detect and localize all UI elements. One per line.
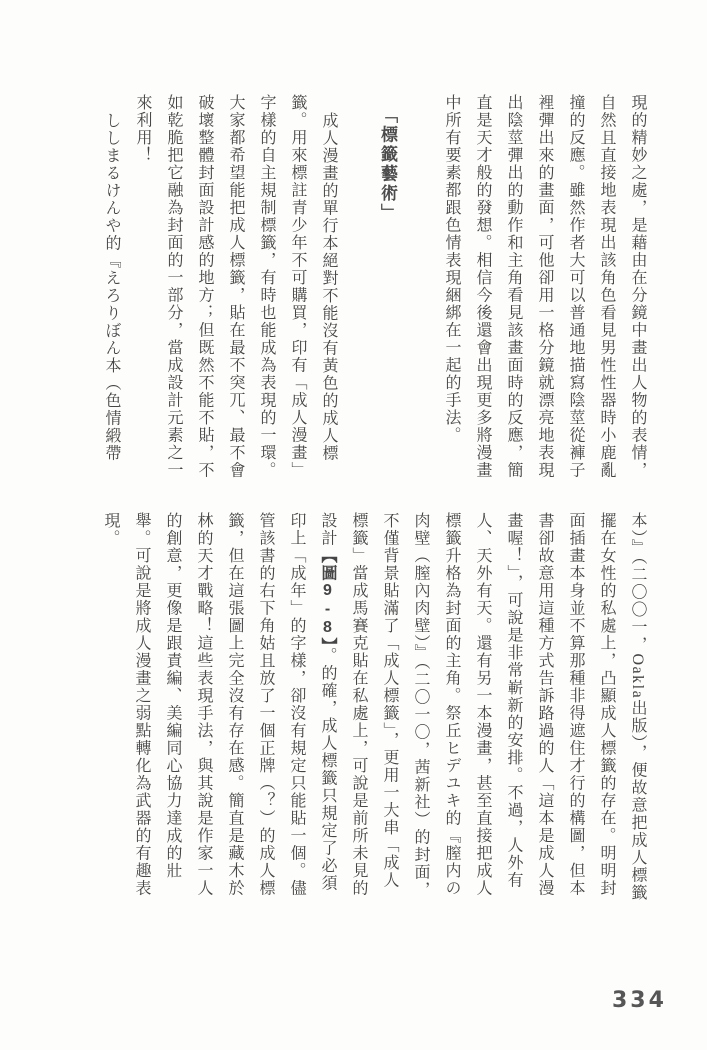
page-number: 334 (612, 988, 667, 1013)
text-band-bottom (79, 512, 653, 906)
paragraph-example-continued (95, 512, 653, 906)
figure-reference: 【圖9-8】 (319, 547, 336, 647)
text-band-top (79, 94, 653, 488)
paragraph-example-start: ししまるけんや的『えろりぼん本（色情緞帶 (103, 111, 120, 462)
paragraph-example-part1: 本）』（二〇〇一，Oakla出版），便故意把成人標籤擺在女性的私處上，凸顯成人標籤的存在。明明封面插畫本身並不算那種非得遮住才行的構圖，但本書卻故意用這種方式告訴路過的人「這本是成人漫畫喔！」，可說是非常嶄新的安排。不過，人外有人、天外有天。還有另一本漫畫，甚至直接把成人標籤升格為封面的主角。祭丘ヒデユキ的『膣内の肉壁（膣內肉壁）』（二〇一〇，茜新社）的封面，不僅背景貼滿了「成人標籤」，更用一大串「成人標籤」當成馬賽克貼在私處上，可說是前所未見的設計 (319, 512, 646, 902)
paragraph-example-part2: 。的確，成人標籤只規定了必須印上「成年」的字樣，卻沒有規定只能貼一個。儘管該書的右下角姑且放了一個正牌（？）的成人標籤，但在這張圖上完全沒有存在感。簡直是藏木於林的天才戰略！這些表現手法，與其說是作家一人的創意，更像是跟責編、美編同心協力達成的壯舉。可說是將成人漫畫之弱點轉化為武器的有趣表現。 (102, 512, 336, 897)
section-title: 「標籤藝術」 (378, 106, 397, 223)
paragraph-labels-intro: 成人漫畫的單行本絕對不能沒有黃色的成人標籤。用來標註青少年不可購買，印有「成人漫畫」字樣的自主規制標籤，有時也能成為表現的一環。大家都希望能把成人標籤，貼在最不突兀、最不會破壞整體封面設計感的地方；但既然不能不貼，不如乾脆把它融為封面的一部分，當成設計元素之一來利用！ (134, 94, 337, 479)
paragraph-continuation: 現的精妙之處，是藉由在分鏡中畫出人物的表情，自然且直接地表現出該角色看見男性性器時小鹿亂撞的反應。雖然作者大可以普通地描寫陰莖從褲子裡彈出來的畫面，可他卻用一格分鏡就漂亮地表現出陰莖彈出的動作和主角看見該畫面時的反應，簡直是天才般的發想。相信今後還會出現更多將漫畫中所有要素都跟色情表現綑綁在一起的手法。 (443, 94, 646, 479)
